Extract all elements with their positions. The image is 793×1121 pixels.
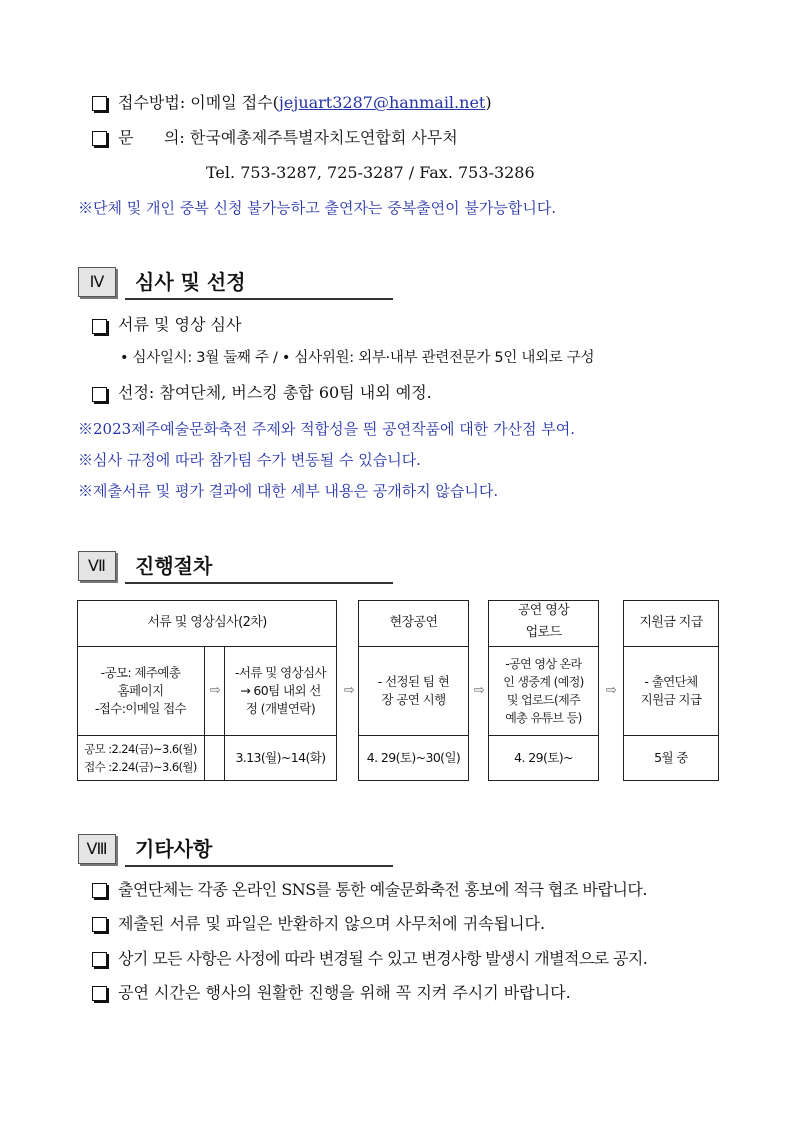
email-link[interactable]: jejuart3287@hanmail.net [278,93,486,112]
note-teams: ※심사 규정에 따라 참가팀 수가 변동될 수 있습니다. [78,451,421,469]
arrow-icon: ⇨ [209,683,221,698]
review-bullet: • 심사일시: 3월 둘째 주 / • 심사위원: 외부·내부 관련전문가 5인 내외로 구성 [120,350,595,366]
checkbox-icon [92,883,107,898]
step-body-b: -서류 및 영상심사 → 60팀 내외 선 정 (개별연락) [235,664,326,716]
checkbox-icon [92,986,107,1001]
step-date-a: 공모 :2.24(금)~3.6(월) 접수 :2.24(금)~3.6(월) [84,742,197,774]
section-title: 기타사항 [135,837,213,861]
checkbox-icon [92,387,107,402]
note-undisclosed: ※제출서류 및 평가 결과에 대한 세부 내용은 공개하지 않습니다. [78,482,499,500]
checkbox-icon [92,917,107,932]
selection-item: 선정: 참여단체, 버스킹 총합 60팀 내외 예정. [118,383,432,402]
step-header: 공연 영상 업로드 [517,603,570,640]
step-body: -공연 영상 온라 인 생중계 (예정) 및 업로드(제주 예총 유튜브 등) [503,656,584,725]
step-body: - 출연단체 지원금 지급 [640,673,702,707]
misc-item: 상기 모든 사항은 사정에 따라 변경될 수 있고 변경사항 발생시 개별적으로 공지. [118,949,648,968]
step-header: 현장공연 [389,615,438,630]
step-header: 서류 및 영상심사(2차) [147,615,267,630]
arrow-icon: ⇨ [473,683,485,698]
misc-item: 제출된 서류 및 파일은 반환하지 않으며 사무처에 귀속됩니다. [118,914,546,933]
section-title: 심사 및 선정 [135,270,246,294]
step-date: 4. 29(토)~30(일) [366,750,461,765]
arrow-icon: ⇨ [605,683,617,698]
checkbox-icon [92,131,107,146]
phone-line: Tel. 753-3287, 725-3287 / Fax. 753-3286 [206,163,535,182]
section-rule [125,582,393,584]
step-body-a: -공모: 제주예총 홈페이지 -접수:이메일 접수 [94,664,187,716]
checkbox-icon [92,952,107,967]
duplicate-note: ※단체 및 개인 중복 신청 불가능하고 출연자는 중복출연이 불가능합니다. [78,199,557,217]
section-number: Ⅶ [78,551,116,581]
checkbox-icon [92,96,107,111]
checkbox-icon [92,319,107,334]
section-number: Ⅳ [78,267,116,297]
submission-method: 접수방법: 이메일 접수(jejuart3287@hanmail.net) [118,93,492,112]
step-date: 4. 29(토)~ [514,750,573,765]
review-item: 서류 및 영상 심사 [118,315,242,334]
section-title: 진행절차 [135,554,213,578]
step-header: 지원금 지급 [639,615,703,630]
section-rule [125,865,393,867]
step-date: 5월 중 [654,750,688,765]
arrow-icon: ⇨ [343,683,355,698]
misc-item: 공연 시간은 행사의 원활한 진행을 위해 꼭 지켜 주시기 바랍니다. [118,983,571,1002]
step-body: - 선정된 팀 현 장 공연 시행 [377,673,450,707]
section-rule [125,298,393,300]
note-bonus: ※2023제주예술문화축전 주제와 적합성을 띈 공연작품에 대한 가산점 부여. [78,420,576,438]
divider [204,646,205,781]
inquiry-line: 문 의: 한국예총제주특별자치도연합회 사무처 [118,128,458,147]
section-number: Ⅷ [78,834,116,864]
step-date-b: 3.13(월)~14(화) [235,750,326,765]
misc-item: 출연단체는 각종 온라인 SNS를 통한 예술문화축전 홍보에 적극 협조 바랍니다. [118,880,647,899]
